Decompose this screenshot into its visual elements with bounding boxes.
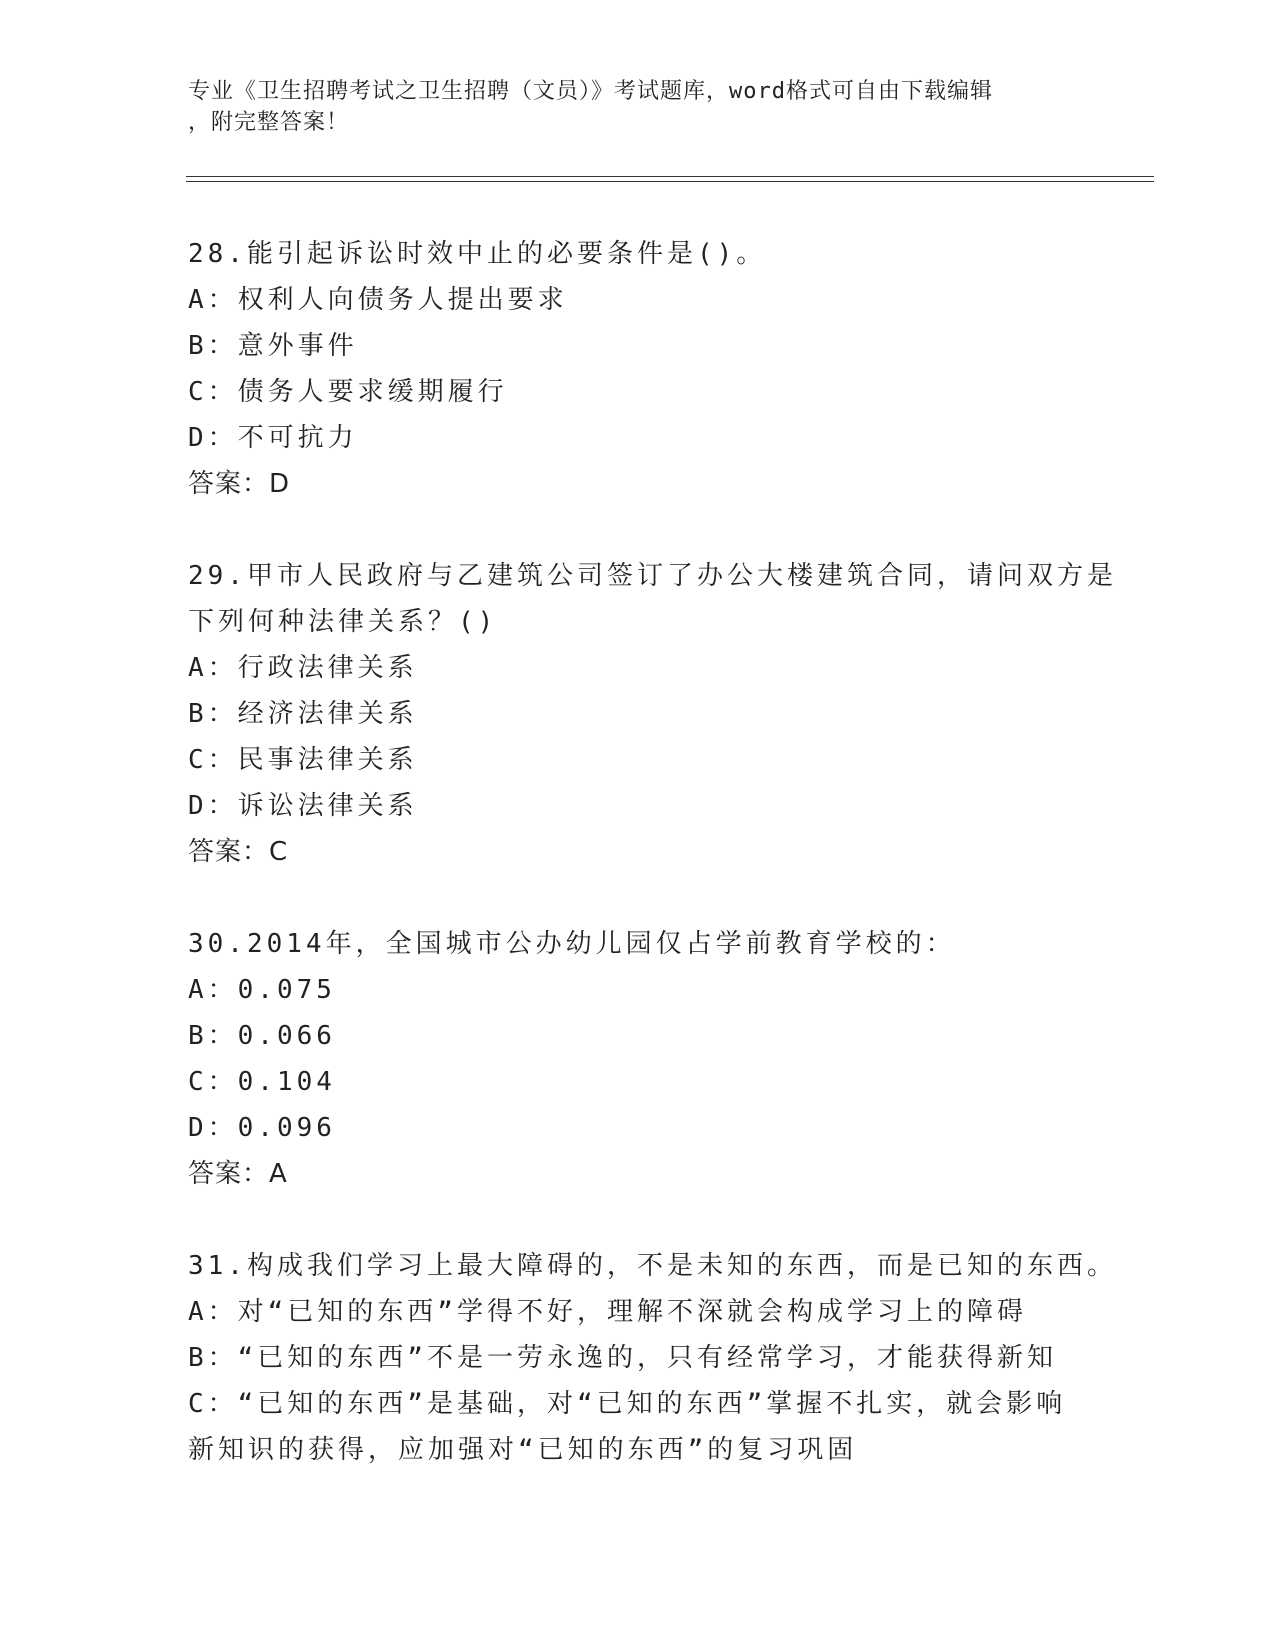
option-b: B：“已知的东西”不是一劳永逸的，只有经常学习，才能获得新知 [188, 1343, 1057, 1373]
option-b: B：意外事件 [188, 331, 358, 361]
option-b: B：经济法律关系 [188, 699, 418, 729]
option-a: A：权利人向债务人提出要求 [188, 285, 568, 315]
option-d: D：诉讼法律关系 [188, 791, 418, 821]
question-stem-continued: 下列何种法律关系？() [188, 607, 498, 637]
option-d: D：不可抗力 [188, 423, 358, 453]
option-c: C：“已知的东西”是基础，对“已知的东西”掌握不扎实，就会影响 [188, 1389, 1067, 1419]
document-header [188, 76, 1068, 138]
answer-text: 答案：C [188, 837, 289, 867]
header-line-1: 专业《卫生招聘考试之卫生招聘（文员）》考试题库，word格式可自由下载编辑 [188, 79, 993, 104]
option-c: C：0.104 [188, 1067, 336, 1097]
option-c: C：民事法律关系 [188, 745, 418, 775]
question-stem: 30.2014年，全国城市公办幼儿园仅占学前教育学校的： [188, 929, 956, 959]
option-a: A：对“已知的东西”学得不好，理解不深就会构成学习上的障碍 [188, 1297, 1027, 1327]
question-list [188, 231, 1117, 1519]
option-a: A：行政法律关系 [188, 653, 418, 683]
answer-text: 答案：D [188, 469, 291, 499]
option-c: C：债务人要求缓期履行 [188, 377, 508, 407]
question-stem: 28.能引起诉讼时效中止的必要条件是()。 [188, 239, 767, 269]
answer-text: 答案：A [188, 1159, 288, 1189]
question-28 [188, 231, 1088, 507]
option-d: D：0.096 [188, 1113, 336, 1143]
question-30 [188, 921, 1088, 1197]
option-c-continued: 新知识的获得，应加强对“已知的东西”的复习巩固 [188, 1435, 858, 1465]
option-a: A：0.075 [188, 975, 336, 1005]
question-stem: 29.甲市人民政府与乙建筑公司签订了办公大楼建筑合同，请问双方是 [188, 561, 1117, 591]
question-31 [188, 1243, 1117, 1473]
header-rule-bottom [186, 181, 1154, 182]
header-rule-top [186, 176, 1154, 177]
option-b: B：0.066 [188, 1021, 336, 1051]
question-stem: 31.构成我们学习上最大障碍的，不是未知的东西，而是已知的东西。 [188, 1251, 1117, 1281]
question-29 [188, 553, 1117, 875]
header-line-2: ，附完整答案！ [188, 110, 350, 135]
